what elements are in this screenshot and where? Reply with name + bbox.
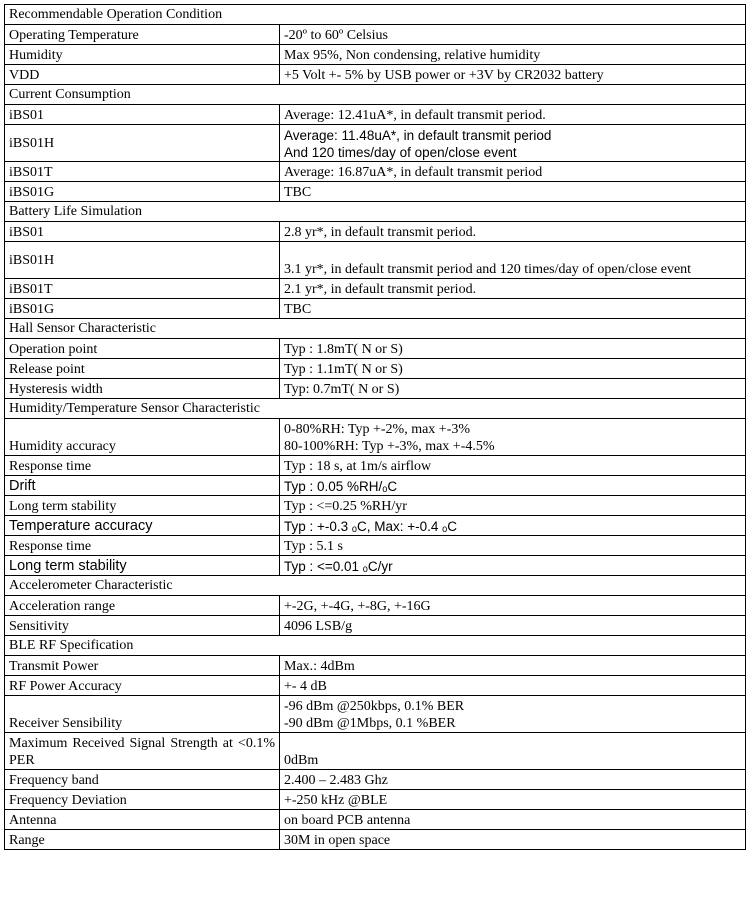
row-value-line: And 120 times/day of open/close event — [284, 145, 517, 160]
row-value: Typ : 1.8mT( N or S) — [280, 339, 746, 359]
row-label: Range — [5, 830, 280, 850]
row-label: Acceleration range — [5, 596, 280, 616]
row-label: Frequency band — [5, 770, 280, 790]
row-label: Response time — [5, 456, 280, 476]
table-row — [5, 222, 746, 242]
section-header-row — [5, 202, 746, 222]
section-header-row — [5, 636, 746, 656]
row-label: Maximum Received Signal Strength at <0.1% PER — [5, 733, 280, 770]
row-label: iBS01T — [5, 279, 280, 299]
section-title: BLE RF Specification — [5, 636, 746, 656]
row-value: +-250 kHz @BLE — [280, 790, 746, 810]
row-label: iBS01G — [5, 299, 280, 319]
table-row — [5, 359, 746, 379]
table-row — [5, 556, 746, 576]
table-row — [5, 456, 746, 476]
row-value: 3.1 yr*, in default transmit period and 120 times/day of open/close event — [280, 242, 746, 279]
row-label: Response time — [5, 536, 280, 556]
table-row — [5, 516, 746, 536]
row-value: +5 Volt +- 5% by USB power or +3V by CR2032 battery — [280, 65, 746, 85]
row-value-line: -90 dBm @1Mbps, 0.1 %BER — [284, 716, 456, 731]
row-value: 30M in open space — [280, 830, 746, 850]
section-title: Recommendable Operation Condition — [5, 5, 746, 25]
table-row — [5, 379, 746, 399]
row-label: Long term stability — [5, 496, 280, 516]
table-row — [5, 830, 746, 850]
table-row — [5, 733, 746, 770]
table-row — [5, 182, 746, 202]
section-header-row — [5, 576, 746, 596]
row-label: VDD — [5, 65, 280, 85]
table-row — [5, 536, 746, 556]
row-label: Antenna — [5, 810, 280, 830]
row-label: Operation point — [5, 339, 280, 359]
row-label: iBS01 — [5, 105, 280, 125]
table-row — [5, 676, 746, 696]
row-value: Max.: 4dBm — [280, 656, 746, 676]
row-label: Temperature accuracy — [5, 516, 280, 536]
row-value: TBC — [280, 182, 746, 202]
table-row — [5, 790, 746, 810]
table-row — [5, 299, 746, 319]
table-row — [5, 476, 746, 496]
row-value: 2.400 – 2.483 Ghz — [280, 770, 746, 790]
table-row — [5, 339, 746, 359]
row-label: iBS01T — [5, 162, 280, 182]
row-value: +-2G, +-4G, +-8G, +-16G — [280, 596, 746, 616]
row-value-line: Average: 11.48uA*, in default transmit period — [284, 128, 552, 143]
table-row — [5, 696, 746, 733]
row-label: Transmit Power — [5, 656, 280, 676]
row-value: 4096 LSB/g — [280, 616, 746, 636]
row-label: Frequency Deviation — [5, 790, 280, 810]
row-label: iBS01 — [5, 222, 280, 242]
table-row — [5, 770, 746, 790]
table-row — [5, 419, 746, 456]
row-value: 2.8 yr*, in default transmit period. — [280, 222, 746, 242]
table-row — [5, 596, 746, 616]
row-label: iBS01H — [5, 242, 280, 279]
row-value: TBC — [280, 299, 746, 319]
row-value: -20º to 60º Celsius — [280, 25, 746, 45]
row-label: Receiver Sensibility — [5, 696, 280, 733]
row-label: Humidity accuracy — [5, 419, 280, 456]
table-row — [5, 242, 746, 279]
row-value — [280, 696, 746, 733]
row-value: Typ : 18 s, at 1m/s airflow — [280, 456, 746, 476]
table-row — [5, 616, 746, 636]
table-row — [5, 656, 746, 676]
row-value-line: 80-100%RH: Typ +-3%, max +-4.5% — [284, 439, 495, 454]
row-label: Sensitivity — [5, 616, 280, 636]
table-row — [5, 25, 746, 45]
section-title: Battery Life Simulation — [5, 202, 746, 222]
row-value: Average: 16.87uA*, in default transmit period — [280, 162, 746, 182]
row-value-line: 0-80%RH: Typ +-2%, max +-3% — [284, 422, 471, 437]
section-title: Hall Sensor Characteristic — [5, 319, 746, 339]
row-value: Max 95%, Non condensing, relative humidity — [280, 45, 746, 65]
row-value-line: -96 dBm @250kbps, 0.1% BER — [284, 699, 465, 714]
row-value: +- 4 dB — [280, 676, 746, 696]
row-label: iBS01H — [5, 125, 280, 162]
table-row — [5, 279, 746, 299]
row-value: on board PCB antenna — [280, 810, 746, 830]
row-value — [280, 125, 746, 162]
table-row — [5, 65, 746, 85]
row-value: Typ : 1.1mT( N or S) — [280, 359, 746, 379]
table-row — [5, 810, 746, 830]
row-value: Typ : 0.05 %RH/ₒC — [280, 476, 746, 496]
section-title: Humidity/Temperature Sensor Characteristic — [5, 399, 746, 419]
table-row — [5, 162, 746, 182]
section-header-row — [5, 399, 746, 419]
row-value: 2.1 yr*, in default transmit period. — [280, 279, 746, 299]
row-label: Hysteresis width — [5, 379, 280, 399]
row-label: Humidity — [5, 45, 280, 65]
section-title: Accelerometer Characteristic — [5, 576, 746, 596]
row-value — [280, 419, 746, 456]
row-label: iBS01G — [5, 182, 280, 202]
row-value: Typ : <=0.25 %RH/yr — [280, 496, 746, 516]
table-row — [5, 496, 746, 516]
section-header-row — [5, 85, 746, 105]
section-title: Current Consumption — [5, 85, 746, 105]
spec-table — [4, 4, 746, 850]
row-value: Typ: 0.7mT( N or S) — [280, 379, 746, 399]
section-header-row — [5, 5, 746, 25]
row-value: Typ : <=0.01 ₒC/yr — [280, 556, 746, 576]
row-value: Typ : 5.1 s — [280, 536, 746, 556]
row-value: Average: 12.41uA*, in default transmit period. — [280, 105, 746, 125]
row-label: RF Power Accuracy — [5, 676, 280, 696]
row-label: Long term stability — [5, 556, 280, 576]
row-label: Operating Temperature — [5, 25, 280, 45]
table-row — [5, 125, 746, 162]
row-label: Drift — [5, 476, 280, 496]
table-row — [5, 105, 746, 125]
row-value: Typ : +-0.3 ₒC, Max: +-0.4 ₒC — [280, 516, 746, 536]
section-header-row — [5, 319, 746, 339]
row-value: 0dBm — [280, 733, 746, 770]
table-row — [5, 45, 746, 65]
row-label: Release point — [5, 359, 280, 379]
